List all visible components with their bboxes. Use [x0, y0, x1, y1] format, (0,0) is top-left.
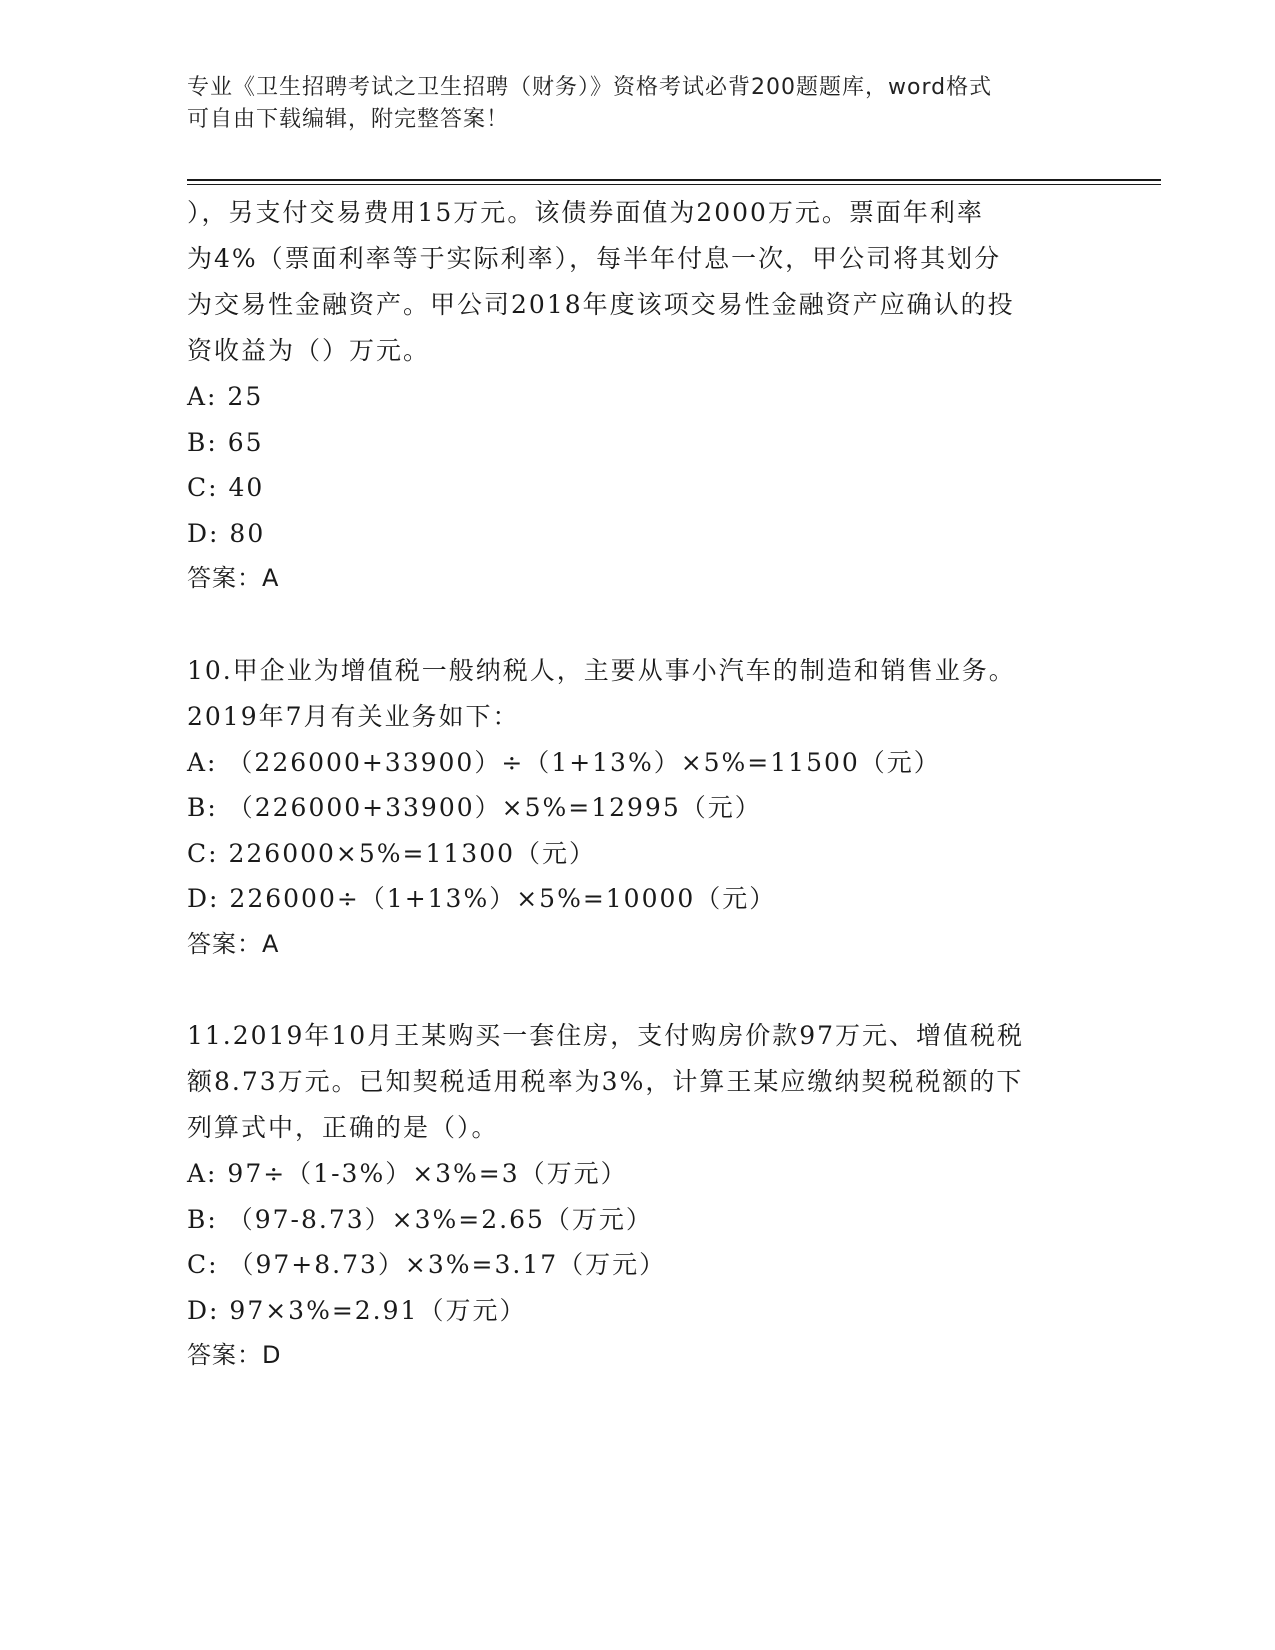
option-a: A: （226000+33900）÷（1+13%）×5%=11500（元）	[187, 747, 941, 777]
question-text-line: 列算式中，正确的是（）。	[187, 1113, 499, 1142]
question-text-line: 资收益为（）万元。	[187, 336, 431, 365]
option-d: D: 226000÷（1+13%）×5%=10000（元）	[187, 884, 777, 913]
option-a: A: 25	[187, 382, 264, 411]
header-line-1: 专业《卫生招聘考试之卫生招聘（财务）》资格考试必背200题题库，word格式	[187, 75, 993, 100]
question-text-line: 10.甲企业为增值税一般纳税人，主要从事小汽车的制造和销售业务。	[187, 655, 1016, 685]
answer-line: 答案：D	[187, 1341, 282, 1369]
document-header	[187, 72, 1087, 136]
option-b: B: （226000+33900）×5%=12995（元）	[187, 793, 762, 822]
option-d: D: 80	[187, 518, 266, 548]
answer-line: 答案：A	[187, 929, 280, 958]
question-text-line: 2019年7月有关业务如下：	[187, 701, 520, 731]
question-list	[187, 190, 1087, 1379]
option-c: C: 226000×5%=11300（元）	[187, 838, 597, 868]
question-text-line: 为交易性金融资产。甲公司2018年度该项交易性金融资产应确认的投	[187, 290, 1015, 319]
header-divider-thick	[187, 179, 1161, 181]
question-text-line: ），另支付交易费用15万元。该债券面值为2000万元。票面年利率	[187, 198, 984, 227]
question-10	[187, 648, 1087, 968]
header-divider-thin	[187, 184, 1161, 185]
option-d: D: 97×3%=2.91（万元）	[187, 1295, 527, 1325]
answer-line: 答案：A	[187, 564, 280, 592]
option-b: B: （97-8.73）×3%=2.65（万元）	[187, 1204, 653, 1234]
question-11	[187, 1013, 1087, 1379]
question-spacer	[187, 602, 1087, 648]
header-line-2: 可自由下载编辑，附完整答案！	[187, 107, 510, 132]
option-c: C: 40	[187, 473, 265, 502]
question-text-line: 为4%（票面利率等于实际利率），每半年付息一次，甲公司将其划分	[187, 244, 1002, 273]
option-b: B: 65	[187, 427, 264, 457]
question-spacer	[187, 967, 1087, 1013]
option-a: A: 97÷（1-3%）×3%=3（万元）	[187, 1159, 628, 1188]
question-text-line: 额8.73万元。已知契税适用税率为3%，计算王某应缴纳契税税额的下	[187, 1067, 1024, 1096]
question-text-line: 11.2019年10月王某购买一套住房，支付购房价款97万元、增值税税	[187, 1021, 1025, 1050]
option-c: C: （97+8.73）×3%=3.17（万元）	[187, 1250, 667, 1279]
question-continued	[187, 190, 1087, 602]
